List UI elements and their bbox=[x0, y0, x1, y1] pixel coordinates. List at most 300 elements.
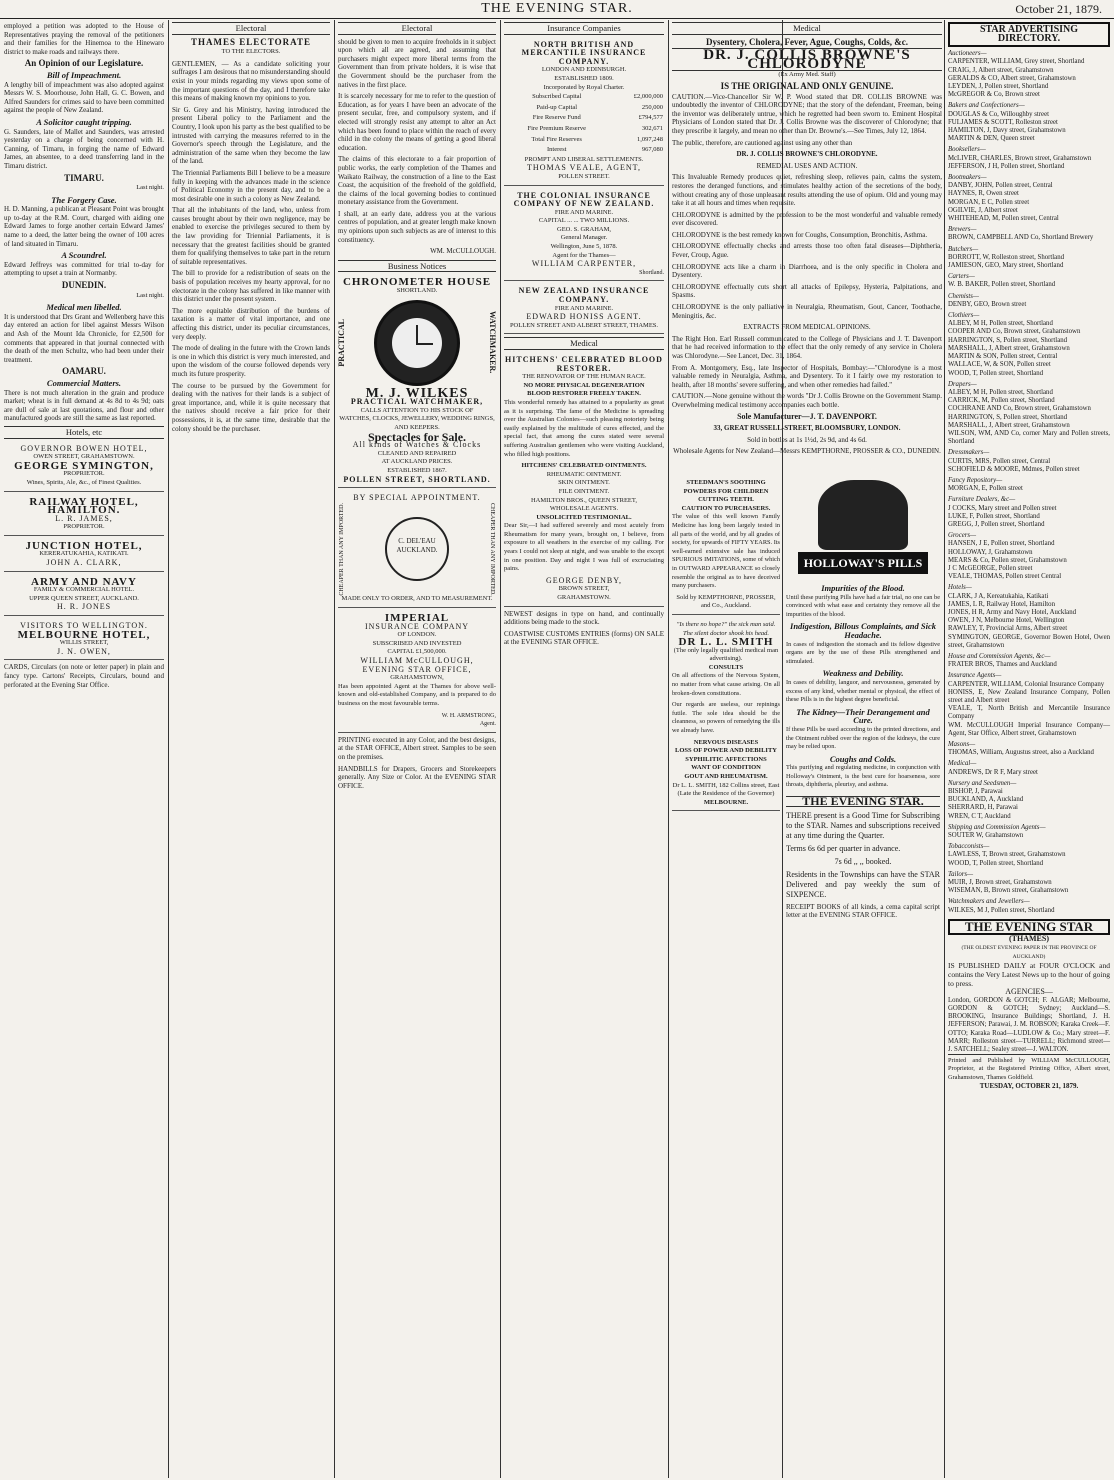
directory-category: Bakers and Confectioners— bbox=[948, 102, 1025, 110]
directory-entry: COCHRANE AND Co, Brown street, Grahamstown bbox=[948, 405, 1091, 413]
ad-list-item: NERVOUS DISEASES bbox=[693, 738, 759, 746]
ad-text: CAPITAL ... ... TWO MILLIONS. bbox=[538, 217, 630, 225]
directory-entry: HOLLOWAY, J, Grahamstown bbox=[948, 548, 1033, 556]
table-cell-label: Subscribed Capital bbox=[532, 93, 582, 101]
news-paragraph: Edward Jeffreys was committed for trial to-day for attempting to upset a train at Normanby. bbox=[4, 260, 164, 278]
directory-entry: JAMES, L R, Railway Hotel, Hamilton bbox=[948, 600, 1055, 608]
article-heading: A Solicitor caught tripping. bbox=[36, 116, 132, 127]
directory-subtitle: (THAMES) bbox=[1009, 934, 1049, 944]
ad-location: MELBOURNE. bbox=[703, 798, 749, 806]
ad-paragraph: Sole Manufacturer—J. T. DAVENPORT. bbox=[737, 411, 877, 421]
ad-proprietor: L. R. JAMES, bbox=[55, 513, 113, 523]
directory-entry: HAYNES, R, Owen street bbox=[948, 190, 1019, 198]
medical-ad-steedman bbox=[672, 476, 780, 615]
directory-entry: J COCKS, Mary street and Pollen street bbox=[948, 504, 1057, 512]
ad-address: KERERATUKAHIA, KATIKATI. bbox=[39, 550, 129, 558]
directory-category: Booksellers— bbox=[948, 146, 986, 154]
table-cell-label: Fire Premium Reserve bbox=[527, 124, 586, 132]
ad-side-text: WATCHMAKER. bbox=[488, 311, 497, 374]
ad-role: PRACTICAL WATCHMAKER, bbox=[350, 397, 484, 407]
ad-paragraph: REMEDIAL USES AND ACTION. bbox=[756, 161, 858, 170]
column-news bbox=[4, 22, 164, 1476]
ad-headline: VISITORS TO WELLINGTON. bbox=[20, 621, 148, 631]
directory-entry: HARRINGTON, S, Pollen street, Shortland bbox=[948, 413, 1068, 421]
column-insurance bbox=[504, 22, 664, 1476]
section-heading: Electoral bbox=[172, 22, 330, 35]
directory-text: IS PUBLISHED DAILY at FOUR O'CLOCK and contains the Very Latest News up to the hour of going to press. bbox=[948, 961, 1110, 989]
ad-subtitle: FAMILY & COMMERCIAL HOTEL. bbox=[33, 586, 135, 594]
ad-title: THE EVENING STAR. bbox=[786, 796, 940, 807]
directory-entry: HANSEN, J E, Pollen street, Shortland bbox=[948, 540, 1055, 548]
column-steedman-smith bbox=[672, 476, 780, 1476]
ad-manager-role: General Manager. bbox=[560, 234, 608, 242]
ad-side-text: CHEAPER THAN ANY IMPORTED. bbox=[489, 502, 495, 596]
insurance-ad-new-zealand bbox=[504, 284, 664, 334]
article-heading: The Forgery Case. bbox=[51, 194, 117, 205]
directory-entry: ALBEY, M H, Pollen street, Shortland bbox=[948, 388, 1053, 396]
ad-paragraph: CAUTION.—Vice-Chancellor Sir W. P. Wood stated that DR. COLLIS BROWNE was undoubtedly the inventor of CHLORODYNE; that the story of the defendant, Freeman, being the inventor was deliberately untrue, which he regretted had been sworn to. Eminent Hospital Physicians of London stated that Dr. J. Collis Browne was the discoverer of Chlorodyne; that they prescribe it largely, and mean no other than Dr. Browne's.—See Times, July 12, 1864. bbox=[672, 92, 942, 135]
insurance-ad-colonial bbox=[504, 189, 664, 282]
notice-text: NEWEST designs in type on hand, and continually additions being made to the stock. bbox=[504, 609, 664, 627]
ad-agent: THOMAS VEALE, AGENT, bbox=[527, 163, 641, 173]
directory-entry: VEALE, THOMAS, Pollen street Central bbox=[948, 573, 1062, 581]
ad-title: JUNCTION HOTEL, bbox=[25, 539, 143, 552]
column-chlorodyne bbox=[672, 22, 942, 472]
ad-text: CALLS ATTENTION TO HIS STOCK OF bbox=[360, 406, 474, 414]
ad-location: Shortland. bbox=[639, 269, 664, 276]
directory-entry: HAMILTON, J, Davy street, Grahamstown bbox=[948, 127, 1066, 135]
ad-subtitle: THE RENOVATOR OF THE HUMAN RACE. bbox=[522, 373, 646, 381]
ad-title: IMPERIAL bbox=[384, 612, 450, 624]
directory-entry: FULJAMES & SCOTT, Rolleston street bbox=[948, 118, 1058, 126]
notice-paragraph: Sir G. Grey and his Ministry, having introduced the present Liberal policy to the Parliament and the Country, I look upon his party as the best qualified to be intrusted with carrying the measures referred to in the Governor's speech through the Legislature, and the administration of the same when they become the law of the land. bbox=[172, 105, 330, 166]
ad-headline: CAUTION TO PURCHASERS. bbox=[681, 504, 771, 512]
ad-date: Wellington, June 5, 1878. bbox=[550, 243, 618, 251]
ad-headline: Impurities of the Blood. bbox=[821, 583, 905, 593]
directory-category: Masons— bbox=[948, 741, 976, 749]
ad-address: BROWN STREET, bbox=[558, 585, 610, 593]
table-row bbox=[504, 113, 664, 124]
hotel-ad-junction bbox=[4, 539, 164, 572]
ad-title: HITCHENS' CELEBRATED BLOOD RESTORER. bbox=[505, 355, 663, 373]
directory-entry: MARTIN & SON, Pollen street, Central bbox=[948, 353, 1058, 361]
directory-entry: DANBY, JOHN, Pollen street, Central bbox=[948, 182, 1053, 190]
directory-entry: DENBY, GEO, Brown street bbox=[948, 300, 1027, 308]
table-cell-label: Fire Reserve Fund bbox=[532, 114, 581, 122]
ad-agent: EDWARD HONISS AGENT. bbox=[526, 312, 642, 322]
ad-paragraph: The public, therefore, are cautioned against using any other than bbox=[672, 138, 853, 147]
ad-proprietor: H. R. JONES bbox=[56, 602, 112, 612]
ad-address: GRAHAMSTOWN, bbox=[390, 674, 444, 682]
ad-text: OF LONDON. bbox=[397, 631, 437, 639]
table-row bbox=[504, 103, 664, 114]
table-cell-value: 967,080 bbox=[641, 146, 663, 154]
table-cell-label: Paid-up Capital bbox=[536, 103, 578, 111]
ad-text: Dear Sir,—I had suffered severely and most acutely from Rheumatism for many years, brought on, I believe, from exposure to all weathers in the exercise of my calling. For years I could not sleep at night, and was unable to the except in one position. Day and night I was full of excruciating pains. bbox=[504, 522, 664, 573]
ad-headline: BY SPECIAL APPOINTMENT. bbox=[353, 493, 481, 503]
ad-address: POLLEN STREET AND ALBERT STREET, THAMES. bbox=[509, 321, 659, 329]
table-row bbox=[504, 145, 664, 156]
ad-address: UPPER QUEEN STREET, AUCKLAND. bbox=[29, 594, 139, 602]
directory-category: Medical— bbox=[948, 760, 977, 768]
ad-proprietor: J. N. OWEN, bbox=[57, 646, 111, 656]
directory-entry: WISEMAN, B, Brown street, Grahamstown bbox=[948, 887, 1069, 895]
news-paragraph: It is understood that Drs Grant and Wellenberg have this day entered an action for libel against Messrs Wilson and Ash of the Mount Ida Chronicle, for £2,500 for comments that appeared in that journal connected with the death of the men Schultz, who had been under their treatment. bbox=[4, 312, 164, 364]
ad-text: Has been appointed Agent at the Thames for above well-known and old-established Company, and is prepared to do business on the most favourable terms. bbox=[338, 682, 496, 707]
directory-entry: J C McGEORGE, Pollen street bbox=[948, 564, 1033, 572]
directory-entry: HONISS, E, New Zealand Insurance Company, Pollen street and Albert street bbox=[948, 688, 1110, 705]
notice-paragraph: The course to be pursued by the Government for dealing with the natives for their lands is a subject of great importance, and, while it is quite necessary that the natives should receive a fair price for their possessions, it is, at the same time, desirable that the colony should be the purchaser. bbox=[172, 381, 330, 433]
directory-entry: RAWLEY, T, Provincial Arms, Albert street bbox=[948, 625, 1068, 633]
notice-paragraph: should be given to men to acquire freeholds in it subject upon which all are agreed, and assuming that purchasers might expect more liberal terms from the Government than from private holders, it is wise that the Government should be the purchaser from the natives in the first place. bbox=[338, 37, 496, 89]
directory-category: Watchmakers and Jewellers— bbox=[948, 898, 1030, 906]
directory-entry: HARRINGTON, S, Pollen street, Shortland bbox=[948, 336, 1068, 344]
directory-entry: CARPENTER, WILLIAM, Colonial Insurance Company bbox=[948, 680, 1105, 688]
notice-signature: WM. McCULLOUGH. bbox=[430, 247, 496, 256]
ad-side-text: CHEAPER THAN ANY IMPORTED. bbox=[339, 502, 345, 596]
directory-category: House and Commission Agents, &c— bbox=[948, 653, 1051, 660]
column-rule bbox=[334, 20, 335, 1478]
ad-agents: HAMILTON BROS., QUEEN STREET, bbox=[530, 496, 638, 504]
ad-list-item: GOUT AND RHEUMATISM. bbox=[684, 773, 768, 780]
directory-entry: JONES, H R, Army and Navy Hotel, Auckland bbox=[948, 608, 1076, 616]
ad-proprietor: M. J. WILKES bbox=[365, 385, 469, 401]
directory-list bbox=[948, 50, 1110, 915]
ad-paragraph: This Invaluable Remedy produces quiet, refreshing sleep, relieves pain, calms the system, restores the deranged functions, and stimulates healthy action of the secretions of the body, without creating any of those unpleasant results attending the use of opium. Old and young may take it at all hours and times when requisite. bbox=[672, 173, 942, 208]
directory-category: Grocers— bbox=[948, 532, 977, 540]
directory-category: Fancy Repository— bbox=[948, 476, 1003, 484]
ad-text: CAPITAL £1,500,000. bbox=[387, 648, 447, 656]
notice-text: RECEIPT BOOKS of all kinds, a cema capital script letter at the EVENING STAR OFFICE. bbox=[786, 902, 940, 920]
ad-paragraph: CHLORODYNE is admitted by the profession to be the most wonderful and valuable remedy ever discovered. bbox=[672, 210, 942, 228]
column-rule bbox=[944, 20, 945, 1478]
table-cell-value: 1,097,248 bbox=[637, 135, 663, 143]
directory-text: London, GORDON & GOTCH; F. ALGAR; Melbourne, GORDON & GOTCH; Sydney; Auckland—S. BROOKING, Insurance Buildings; Shortland, J. H. JEFFERSON; Parawai, J. M. ROBSON; Karaka Creek—F. OTTO; Karaka Road—LUDLOW & Co.; Mary street—F. MARR; Rolleston street—TURRELL; Richmond street—J. SATCHELL; Sealey street—J. WALTON. bbox=[948, 996, 1110, 1054]
directory-category: Tailors— bbox=[948, 870, 974, 878]
directory-entry: BORROTT, W, Rolleston street, Shortland bbox=[948, 253, 1064, 261]
directory-category: Shipping and Commission Agents— bbox=[948, 823, 1046, 831]
directory-entry: MEARS & Co, Pollen street, Grahamstown bbox=[948, 556, 1067, 564]
directory-entry: WREN, C T, Auckland bbox=[948, 812, 1011, 820]
ad-agent-office: EVENING STAR OFFICE, bbox=[362, 664, 472, 674]
ad-text: In cases of indigestion the stomach and its fellow digestive organs are by the use of these Pills strengthened and stimulated. bbox=[786, 640, 940, 665]
ad-subtitle: (The only legally qualified medical man advertising). bbox=[673, 646, 779, 663]
newspaper-title: THE EVENING STAR. bbox=[481, 1, 633, 16]
directory-imprint: Printed and Published by WILLIAM McCULLOUGH, Proprietor, at the Registered Printing Office, Albert street, Grahamstown, Thames Goldfield. bbox=[948, 1054, 1110, 1082]
notice-paragraph: The Triennial Parliaments Bill I believe to be a measure fully in keeping with the advances made in the science of Political Economy in the present day, and to be a most desirable one in such a colony as New Zealand. bbox=[172, 168, 330, 203]
directory-category: Bootmakers— bbox=[948, 174, 987, 182]
directory-entry: CRAIG, J, Albert street, Grahamstown bbox=[948, 66, 1054, 74]
directory-entry: COOPER AND Co, Brown street, Grahamstown bbox=[948, 328, 1081, 336]
directory-entry: W. B. BAKER, Pollen street, Shortland bbox=[948, 281, 1056, 289]
directory-category: Carters— bbox=[948, 273, 975, 281]
ad-paragraph: CAUTION.—None genuine without the words "Dr J. Collis Browne on the Government Stamp. Overwhelming medical testimony accompanies each bottle. bbox=[672, 392, 942, 409]
holloway-coat-of-arms-icon bbox=[798, 480, 928, 580]
ad-text: WATCHES, CLOCKS, JEWELLERY, WEDDING RINGS, AND KEEPERS. bbox=[339, 415, 495, 431]
news-paragraph: A lengthy bill of impeachment was also adopted against Messrs W. S. Moorhouse, John Hall, G. C. Bowen, and Alfred Saunders for crimes said to have been committed against the people of New Zealand. bbox=[4, 80, 164, 115]
directory-date: TUESDAY, OCTOBER 21, 1879. bbox=[979, 1081, 1079, 1090]
ad-headline: The Kidney—Their Derangement and Cure. bbox=[796, 706, 930, 726]
directory-entry: GREGG, J, Pollen street, Shortland bbox=[948, 520, 1045, 528]
directory-title: STAR ADVERTISING DIRECTORY. bbox=[948, 22, 1110, 47]
ad-title: STEEDMAN'S SOOTHING POWDERS FOR CHILDREN CUTTING TEETH. bbox=[683, 479, 769, 504]
ad-text: AT AUCKLAND PRICES. bbox=[381, 458, 453, 466]
directory-entry: THOMAS, William, Augustus street, also a Auckland bbox=[948, 749, 1094, 757]
ad-list-item: WANT OF CONDITION bbox=[691, 764, 761, 772]
ad-title: NEW ZEALAND INSURANCE COMPANY. bbox=[518, 286, 650, 305]
seal-emblem: C. DEL'EAU AUCKLAND. bbox=[385, 517, 449, 581]
watchmaker-ad bbox=[338, 275, 496, 488]
directory-entry: BISHOP, J, Parawai bbox=[948, 788, 1003, 796]
directory-entry: SHERRARD, H, Parawai bbox=[948, 804, 1018, 812]
ad-text: THERE present is a Good Time for Subscribing to the STAR. Names and subscriptions received at any time during the Quarter. bbox=[786, 810, 940, 840]
ad-manager: GEO. S. GRAHAM, bbox=[557, 225, 611, 233]
ad-paragraph: DR. J. COLLIS BROWNE'S CHLORODYNE. bbox=[736, 150, 878, 159]
section-heading: Medical bbox=[504, 337, 664, 350]
ad-text: In cases of debility, languor, and nervousness, generated by excess of any kind, whether mental or physical, the effect of these Pills is in the highest degree beneficial. bbox=[786, 678, 940, 704]
ad-title: ARMY AND NAVY bbox=[31, 575, 137, 588]
ad-text: FIRE AND MARINE. bbox=[554, 304, 614, 312]
ad-location: SHORTLAND. bbox=[396, 287, 438, 295]
dateline: TIMARU. bbox=[64, 172, 104, 183]
ad-text: On all affections of the Nervous System, no matter from what cause arising. On all broken-down constitutions. bbox=[672, 672, 780, 697]
directory-entry: MORGAN, E C, Pollen street bbox=[948, 198, 1030, 206]
table-row bbox=[504, 135, 664, 146]
table-cell-value: £2,000,000 bbox=[633, 93, 663, 101]
directory-entry: MUIR, J, Brown street, Grahamstown bbox=[948, 879, 1052, 887]
ad-headline: Coughs and Colds. bbox=[829, 753, 897, 764]
column-electoral bbox=[172, 22, 330, 1476]
directory-entry: WALLACE, W, & SON, Pollen street bbox=[948, 361, 1051, 369]
ad-text: Residents in the Townships can have the STAR Delivered and pay weekly the sum of SIXPENCE. bbox=[786, 869, 940, 899]
ad-address: WILLIS STREET, bbox=[59, 639, 109, 647]
directory-entry: OGILVIE, J, Albert street bbox=[948, 206, 1018, 214]
notice-text: PRINTING executed in any Color, and the best designs, at the STAR OFFICE, Albert street. Samples to be seen on the premises. bbox=[338, 735, 496, 761]
ad-title: NORTH BRITISH AND MERCANTILE INSURANCE COMPANY. bbox=[521, 39, 647, 66]
hotel-ad-railway bbox=[4, 495, 164, 536]
ad-text: FILE OINTMENT. bbox=[558, 487, 610, 495]
ad-address: Dr L. L. SMITH, 182 Collins street, East (Late the Residence of the Governor) bbox=[672, 781, 780, 798]
notice-heading: THAMES ELECTORATE bbox=[191, 36, 311, 47]
ad-side-text: PRACTICAL bbox=[337, 318, 346, 367]
ad-verse: "Is there no hope?" the sick man said. The silent doctor shook his head. bbox=[676, 620, 776, 637]
section-heading: Medical bbox=[672, 22, 942, 35]
directory-entry: MORGAN, E, Pollen street bbox=[948, 485, 1023, 493]
ad-title: DR L. L. SMITH bbox=[678, 636, 774, 649]
column-holloway bbox=[786, 476, 940, 1476]
directory-entry: CARPENTER, WILLIAM, Grey street, Shortland bbox=[948, 58, 1085, 66]
ad-text: If these Pills be used according to the printed directions, and the Ointment rubbed over the region of the kidneys, the cure may be relied upon. bbox=[786, 725, 940, 751]
directory-entry: SCHOFIELD & MOORE, Mdmes, Pollen street bbox=[948, 465, 1080, 473]
ad-text: Agent for the Thames— bbox=[552, 251, 616, 259]
table-cell-value: £794,577 bbox=[638, 114, 663, 122]
news-paragraph: H. D. Manning, a publican at Pleasant Point was brought up to-day at the R.M. Court, charged with aiding one Edward James to forge another certain Edward James' name to a deed, the latter being the owner of 100 acres of land situated in Timaru. bbox=[4, 205, 164, 248]
news-paragraph: employed a petition was adopted to the House of Representatives praying the removal of the petitioners and their families for the Hinemoa to the Hinewaro district to make roads and railways there. bbox=[4, 22, 164, 56]
column-rule bbox=[500, 20, 501, 1478]
ad-banner: HOLLOWAY'S PILLS bbox=[798, 552, 928, 574]
ad-agents-role: WHOLESALE AGENTS. bbox=[549, 505, 619, 513]
ad-subtitle: INSURANCE COMPANY bbox=[364, 621, 470, 631]
directory-entry: McLIVER, CHARLES, Brown street, Grahamstown bbox=[948, 154, 1092, 162]
column-rule bbox=[168, 20, 169, 1478]
ad-text: PROMPT AND LIBERAL SETTLEMENTS. bbox=[524, 155, 644, 163]
ad-paragraph: Wholesale Agents for New Zealand—Messrs KEMPTHORNE, PROSSER & CO., DUNEDIN. bbox=[673, 447, 941, 456]
ad-text: MADE ONLY TO ORDER, AND TO MEASUREMENT. bbox=[341, 595, 493, 603]
ad-headline: IS THE ORIGINAL AND ONLY GENUINE. bbox=[720, 80, 894, 91]
ad-text: RHEUMATIC OINTMENT. bbox=[546, 470, 622, 478]
notice-paragraph: That all the inhabitants of the land, who, unless from causes brought about by their own negligence, may be enabled to exercise the privileges secured to them by the law providing for Triennial Parliaments, it is necessary that the greatest facilities should be granted them for qualifying themselves to take part in the return of suitable representatives. bbox=[172, 206, 330, 266]
ad-role: PROPRIETOR. bbox=[63, 470, 105, 478]
directory-entry: LAWLESS, T, Brown street, Grahamstown bbox=[948, 851, 1066, 859]
medical-ad-smith bbox=[672, 618, 780, 811]
article-heading: A Scoundrel. bbox=[61, 250, 107, 261]
directory-category: Chemists— bbox=[948, 292, 979, 300]
directory-category: Drapers— bbox=[948, 380, 977, 388]
clock-icon bbox=[374, 300, 460, 386]
section-heading: Electoral bbox=[338, 22, 496, 35]
ad-title: GOVERNOR BOWEN HOTEL, bbox=[20, 443, 148, 453]
ad-address: GRAHAMSTOWN. bbox=[557, 594, 611, 602]
article-heading: Bill of Impeachment. bbox=[46, 69, 122, 80]
notice-text: HANDBILLS for Drapers, Grocers and Storekeepers generally. Any Size or Color. At the EVENING STAR OFFICE. bbox=[338, 764, 496, 790]
ad-paragraph: EXTRACTS FROM MEDICAL OPINIONS. bbox=[743, 323, 871, 332]
ad-proprietor: GEORGE SYMINGTON, bbox=[14, 459, 154, 472]
masthead bbox=[0, 0, 1114, 19]
ad-address: POLLEN STREET. bbox=[558, 172, 610, 180]
directory-subtitle: (THE OLDEST EVENING PAPER IN THE PROVINCE OF AUCKLAND) bbox=[961, 945, 1097, 960]
medical-ad-hitchens bbox=[504, 353, 664, 607]
notice-paragraph: The more equitable distribution of the burdens of taxation is a matter of vital importance, and one affecting this district, under its peculiar circumstances, very deeply. bbox=[172, 306, 330, 341]
directory-entry: SOUTER W, Grahamstown bbox=[948, 832, 1024, 840]
ad-banner: DR. J. COLLIS BROWNE'S CHLORODYNE bbox=[672, 48, 942, 71]
directory-entry: WOOD, T, Pollen street, Shortland bbox=[948, 859, 1044, 867]
table-cell-label: Total Fire Reserves bbox=[531, 135, 582, 143]
ad-text: Our regards are useless, our repinings futile. The sole idea should be the cleanness, so powers of remedying the ills we already have. bbox=[672, 701, 780, 735]
directory-entry: McGREGOR & Co, Brown street bbox=[948, 91, 1040, 99]
ad-title: THE COLONIAL INSURANCE COMPANY OF NEW ZEALAND. bbox=[513, 190, 655, 209]
article-heading: An Opinion of our Legislature. bbox=[24, 58, 144, 69]
column-electoral-business bbox=[338, 22, 496, 1476]
ad-list-item: LOSS OF POWER AND DEBILITY bbox=[675, 747, 777, 755]
directory-entry: MARSHALL, J, Albert street, Grahamstown bbox=[948, 421, 1070, 429]
ad-role: PROPRIETOR. bbox=[63, 523, 105, 531]
ad-text: ESTABLISHED 1809. bbox=[554, 74, 614, 82]
ad-text: FIRE AND MARINE. bbox=[554, 208, 614, 216]
insurance-ad-imperial bbox=[338, 611, 496, 733]
ad-text: SUBSCRIBED AND INVESTED bbox=[372, 639, 462, 647]
ad-text: This wonderful remedy has attained to a popularity as great as it is surprising. The fame of the Medicine is spreading over the Australian Colonies—such pleasing notoriety being easily explained by the multitude of cures effected, and the special fact, that among the cures stated were several suffering Australian gentlemen who were visiting Auckland, who filled high positions. bbox=[504, 398, 664, 458]
issue-date: October 21, 1879. bbox=[1015, 2, 1102, 16]
directory-entry: CLARK, J A, Kereatukahia, Katikati bbox=[948, 592, 1049, 600]
directory-category: Hotels— bbox=[948, 584, 972, 592]
insurance-ad-north-british bbox=[504, 38, 664, 186]
ad-paragraph: CHLORODYNE is the best remedy known for Coughs, Consumption, Bronchitis, Asthma. bbox=[672, 230, 928, 239]
ad-text: The value of this well known Family Medicine has long been largely tested in all parts of the world, and by all grades of society, for upwards of FIFTY YEARS. Its well-earned extensive sale has induced SPURIOUS IMITATIONS, some of which in OUTWARD APPEARANCE so closely resemble the original as to have deceived many purchasers. bbox=[672, 513, 780, 590]
notice-paragraph: The bill to provide for a redistribution of seats on the basis of population receives my hearty approval, for no electorate in the colony has suffered in like manner with this district under the present system. bbox=[172, 269, 330, 304]
ad-headline: NO MORE PHYSICAL DEGENERATION bbox=[523, 381, 645, 389]
ad-agent: WILLIAM CARPENTER, bbox=[531, 259, 637, 269]
hotel-ad-melbourne bbox=[4, 619, 164, 660]
hotel-ad-army-navy bbox=[4, 575, 164, 616]
news-paragraph: There is not much alteration in the grain and produce market; wheat is in full demand at 4s 8d to 4s 9d; oats are dull of sale at last quotations, and flour and other manufactured goods are still the same as last reported. bbox=[4, 388, 164, 423]
notice-paragraph: It is scarcely necessary for me to refer to the question of Education, as for years I have been an advocate of the present secular, free, and compulsory system, and if elected will strongly resist any attempt to alter an Act which has been found to place within the reach of every child in the colony the means of getting a good liberal education. bbox=[338, 92, 496, 152]
dateline-time: Last night. bbox=[136, 291, 164, 299]
dressmaker-ad bbox=[338, 491, 496, 608]
ad-text: Wines, Spirits, Ale, &c., of Finest Qualities. bbox=[26, 478, 142, 486]
ad-text: Terms 6s 6d per quarter in advance. bbox=[786, 843, 901, 853]
directory-entry: DOUGLAS & Co, Willoughby street bbox=[948, 110, 1049, 118]
directory-entry: JEFFERSON, J H, Pollen street, Shortland bbox=[948, 162, 1065, 170]
ad-agent: GEORGE DENBY, bbox=[546, 575, 622, 585]
ad-paragraph: CHLORODYNE effectually checks and arrests those too often fatal diseases—Diphtheria, Fever, Croup, Ague. bbox=[672, 242, 942, 260]
ad-paragraph: 33, GREAT RUSSELL-STREET, BLOOMSBURY, LONDON. bbox=[713, 424, 901, 433]
ad-text: LONDON AND EDINBURGH. bbox=[541, 66, 627, 74]
ad-title: MELBOURNE HOTEL, bbox=[17, 628, 151, 641]
directory-entry: MARTIN & DEN, Queen street bbox=[948, 135, 1035, 143]
column-advertising-directory bbox=[948, 22, 1110, 1476]
ad-headline: CONSULTS bbox=[708, 663, 744, 671]
hotel-ad-governor-bowen bbox=[4, 442, 164, 492]
ad-paragraph: From A. Montgomery, Esq., late Inspector of Hospitals, Bombay:—"Chlorodyne is a most valuable remedy in Neuralgia, Asthma, and Dysentery. To it I fairly owe my restoration to health, after 18 months' severe suffering, and when other remedies had failed." bbox=[672, 363, 942, 389]
ad-paragraph: CHLORODYNE acts like a charm in Diarrhoea, and is the only specific in Cholera and Dysentery. bbox=[672, 262, 942, 280]
dateline: OAMARU. bbox=[62, 366, 106, 377]
ad-title: CHRONOMETER HOUSE bbox=[342, 276, 492, 289]
ad-headline: HITCHENS' CELEBRATED OINTMENTS. bbox=[521, 462, 647, 470]
directory-evening-star-title: THE EVENING STAR bbox=[948, 919, 1110, 936]
directory-entry: ALBEY, M H, Pollen street, Shortland bbox=[948, 320, 1053, 328]
table-row bbox=[504, 124, 664, 135]
ad-text: CLEANED AND REPAIRED bbox=[377, 449, 457, 457]
ad-text: This purifying and regulating medicine, in conjunction with Holloway's Ointment, is the best cure for hoarseness, sore throats, diphtheria, pleurisy, and asthma. bbox=[786, 764, 940, 789]
ad-address: OWEN STREET, GRAHAMSTOWN. bbox=[33, 453, 135, 461]
ad-list-item: SYPHILITIC AFFECTIONS bbox=[685, 755, 767, 763]
notice-paragraph: I shall, at an early date, address you at the various centres of population, and at greater length make known my opinions upon such subjects as are of interest to this constituency. bbox=[338, 209, 496, 244]
article-heading: Commercial Matters. bbox=[46, 377, 122, 388]
ad-paragraph: CHLORODYNE effectually cuts short all attacks of Epilepsy, Hysteria, Palpitations, and Spasms. bbox=[672, 282, 942, 300]
ad-proprietor: JOHN A. CLARK, bbox=[46, 558, 122, 568]
directory-category: Butchers— bbox=[948, 245, 979, 253]
directory-entry: BUCKLAND, A, Auckland bbox=[948, 796, 1024, 804]
directory-category: Dressmakers— bbox=[948, 449, 990, 457]
ad-text: SKIN OINTMENT. bbox=[558, 479, 610, 487]
ad-headline: BLOOD RESTORER FREELY TAKEN. bbox=[527, 390, 641, 398]
directory-category: Insurance Agents— bbox=[948, 672, 1002, 680]
table-cell-label: Interest bbox=[547, 146, 567, 154]
capital-table bbox=[504, 92, 664, 156]
ad-agents: Sold by KEMPTHORNE, PROSSER, and Co., Auckland. bbox=[676, 593, 776, 610]
column-rule bbox=[668, 20, 669, 1478]
directory-category: Clothiers— bbox=[948, 312, 980, 320]
directory-entry: BROWN, CAMPBELL AND Co, Shortland Brewery bbox=[948, 234, 1094, 242]
ad-banner-sub: (Ex Army Med. Staff) bbox=[778, 71, 836, 79]
directory-entry: GERALDS & CO, Albert street, Grahamstown bbox=[948, 74, 1076, 82]
ad-paragraph: The Right Hon. Earl Russell communicated to the College of Physicians and J. T. Davenport that he had received information to the effect that the only remedy of any service in Cholera was Chlorodyne.—See Lancet, Dec. 31, 1864. bbox=[672, 334, 942, 360]
directory-entry: WILSON, WM, AND Co, corner Mary and Pollen streets, Shortland bbox=[948, 429, 1110, 446]
directory-category: Brewers— bbox=[948, 226, 977, 234]
ad-text: Until these purifying Pills have had a fair trial, no one can be convinced with what ease and certainty they remove all the impurities of the blood. bbox=[786, 593, 940, 618]
ad-paragraph: CHLORODYNE is the only palliative in Neuralgia, Rheumatism, Gout, Cancer, Toothache, Meningitis, &c. bbox=[672, 303, 942, 320]
ad-address: POLLEN STREET, SHORTLAND. bbox=[343, 474, 491, 484]
dateline: DUNEDIN. bbox=[61, 280, 107, 291]
table-cell-value: 250,000 bbox=[641, 103, 663, 111]
ad-headline: Weakness and Debility. bbox=[822, 668, 904, 679]
ad-signature-role: Agent. bbox=[479, 721, 496, 728]
directory-entry: JAMIESON, GEO, Mary street, Shortland bbox=[948, 262, 1064, 270]
ad-agent: WILLIAM McCULLOUGH, bbox=[360, 655, 474, 665]
notice-text: CARDS, Circulars (on note or letter paper) in plain and fancy type. Cartons' Receipts, Circulars, bound and perforated at the Evening Star Office. bbox=[4, 663, 164, 689]
directory-agencies-heading: AGENCIES— bbox=[1005, 987, 1053, 997]
directory-entry: OWEN, J N, Melbourne Hotel, Wellington bbox=[948, 617, 1065, 625]
